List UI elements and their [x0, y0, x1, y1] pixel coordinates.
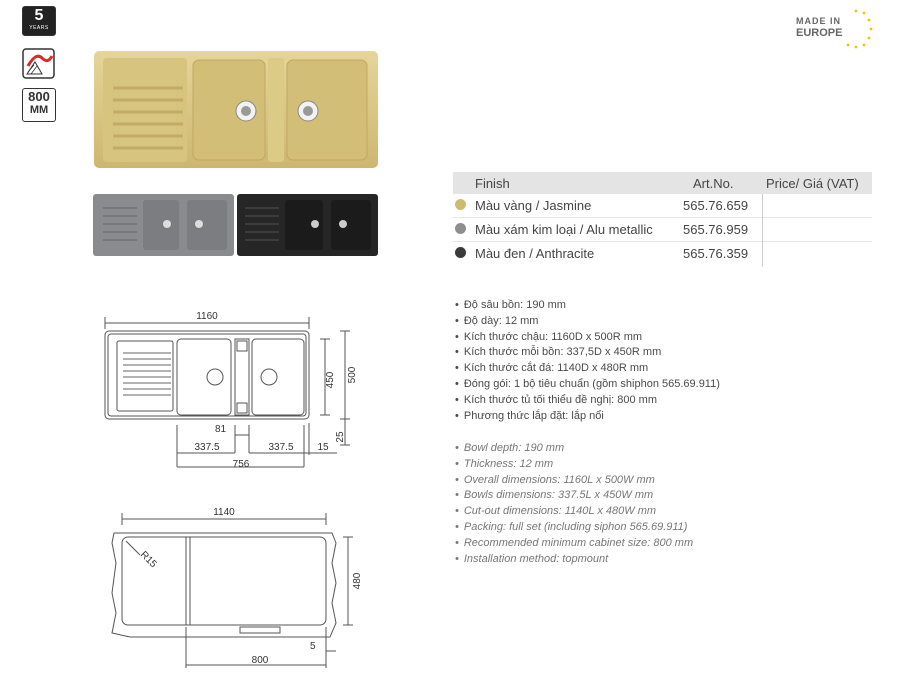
dim-total-height-label: 500: [347, 366, 358, 384]
product-image-jasmine: [93, 50, 379, 170]
warranty-unit: YEARS: [29, 25, 49, 31]
product-image-anthracite: [237, 194, 378, 256]
dim-gap-label: 81: [215, 424, 227, 435]
table-row: [453, 194, 872, 218]
cutout-width-label: 1140: [213, 507, 235, 518]
dim-edge-label: 15: [317, 442, 329, 453]
list-item: • Kích thước cắt đá: 1140D x 480R mm: [455, 361, 720, 377]
warranty-badge: [22, 6, 56, 36]
specs-vietnamese-list: [455, 298, 720, 424]
technical-drawing-top-view: [95, 305, 375, 475]
dim-bowl-left-label: 337.5: [194, 442, 220, 453]
cabinet-size-label: 800: [251, 655, 269, 666]
table-row: [453, 242, 872, 265]
list-item: • Độ sâu bồn: 190 mm: [455, 298, 720, 314]
header-art-no: Art.No.: [693, 176, 734, 191]
cutout-edge-label: 5: [310, 641, 316, 652]
header-price: Price/ Giá (VAT): [766, 176, 859, 191]
cabinet-size-value: 800: [28, 89, 50, 104]
list-item: • Kích thước mỗi bồn: 337,5D x 450R mm: [455, 345, 720, 361]
list-item: • Kích thước tủ tối thiểu đề nghị: 800 mm: [455, 393, 720, 409]
made-in-label: MADE IN: [796, 16, 841, 26]
list-item: • Đóng gói: 1 bộ tiêu chuẩn (gồm shiphon 565.69.911): [455, 377, 720, 393]
list-item: • Kích thước chậu: 1160D x 500R mm: [455, 330, 720, 346]
europe-label: EUROPE: [796, 27, 843, 39]
technical-drawing-cutout: [100, 503, 370, 673]
color-swatch-alu-metallic: [455, 223, 466, 234]
product-image-alu-metallic: [93, 194, 234, 256]
price-column-divider: [762, 194, 763, 267]
color-swatch-jasmine: [455, 199, 466, 210]
list-item: • Phương thức lắp đặt: lắp nổi: [455, 409, 720, 425]
color-swatch-anthracite: [455, 247, 466, 258]
article-number: 565.76.359: [683, 246, 749, 261]
dim-width-label: 1160: [196, 311, 218, 322]
eu-stars-icon: [838, 8, 874, 50]
finish-name: Màu đen / Anthracite: [475, 246, 595, 261]
cabinet-size-badge: [22, 88, 56, 122]
cutout-radius-label: R15: [137, 549, 159, 571]
dim-bowl-right-label: 337.5: [268, 442, 294, 453]
table-row: [453, 218, 872, 242]
finish-table: [453, 172, 872, 265]
table-header: [453, 172, 872, 194]
list-item: • Bowls dimensions: 337.5L x 450W mm: [455, 488, 693, 504]
list-item: • Cut-out dimensions: 1140L x 480W mm: [455, 504, 693, 520]
dim-bowls-total-label: 756: [232, 459, 250, 470]
finish-name: Màu xám kim loại / Alu metallic: [475, 222, 653, 237]
list-item: • Packing: full set (including siphon 565.69.911): [455, 520, 693, 536]
list-item: • Installation method: topmount: [455, 552, 693, 568]
dim-edge-vertical-label: 25: [335, 431, 346, 443]
list-item: • Độ dày: 12 mm: [455, 314, 720, 330]
list-item: • Recommended minimum cabinet size: 800 mm: [455, 536, 693, 552]
list-item: • Overall dimensions: 1160L x 500W mm: [455, 473, 693, 489]
warranty-number: 5: [34, 7, 44, 24]
cutout-height-label: 480: [352, 572, 363, 590]
finish-name: Màu vàng / Jasmine: [475, 198, 592, 213]
specs-english-list: [455, 441, 693, 567]
article-number: 565.76.659: [683, 198, 749, 213]
heat-resistance-icon: [22, 48, 56, 80]
list-item: • Bowl depth: 190 mm: [455, 441, 693, 457]
cabinet-size-unit: MM: [29, 104, 49, 116]
header-finish: Finish: [475, 176, 510, 191]
made-in-europe-logo: [796, 15, 842, 39]
list-item: • Thickness: 12 mm: [455, 457, 693, 473]
article-number: 565.76.959: [683, 222, 749, 237]
dim-bowl-height-label: 450: [325, 371, 336, 389]
